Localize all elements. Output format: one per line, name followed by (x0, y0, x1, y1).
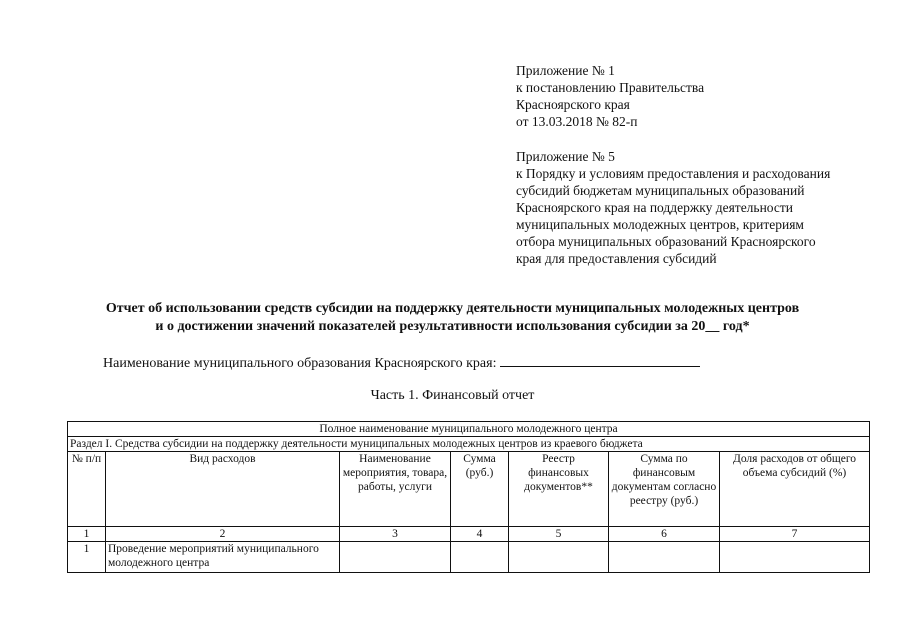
column-number: 1 (68, 527, 106, 542)
row-share-cell[interactable] (720, 542, 870, 573)
column-number: 3 (340, 527, 451, 542)
section-row (68, 437, 870, 452)
municipality-label: Наименование муниципального образования Красноярского края: (103, 356, 497, 371)
appendix-5-line: муниципальных молодежных центров, критериям (516, 217, 804, 232)
row-expense-cell: Проведение мероприятий муниципального молодежного центра (106, 542, 340, 573)
column-number: 4 (451, 527, 509, 542)
section-cell: Раздел I. Средства субсидии на поддержку деятельности муниципальных молодежных центров из краевого бюджета (68, 437, 870, 452)
header-cell-item-name: Наименование мероприятия, товара, работы, услуги (340, 452, 451, 527)
appendix-5-line: к Порядку и условиям предоставления и расходования (516, 166, 831, 181)
report-title-line-1: Отчет об использовании средств субсидии на поддержку деятельности муниципальных молодежных центров (105, 301, 800, 316)
header-cell-sum: Сумма (руб.) (451, 452, 509, 527)
row-registry-cell[interactable] (509, 542, 609, 573)
appendix-5-block (516, 148, 830, 267)
appendix-1-line: от 13.03.2018 № 82-п (516, 114, 638, 129)
header-cell-share: Доля расходов от общего объема субсидий (%) (720, 452, 870, 527)
report-title-line-2: и о достижении значений показателей результативности использования субсидии за 20__ год* (155, 319, 750, 334)
header-cell-expense-type: Вид расходов (106, 452, 340, 527)
table-row (68, 542, 870, 573)
municipality-field (103, 352, 700, 372)
appendix-5-line: Красноярского края на поддержку деятельности (516, 200, 794, 215)
appendix-5-line: субсидий бюджетам муниципальных образований (516, 183, 805, 198)
appendix-5-line: отбора муниципальных образований Красноярского (516, 234, 816, 249)
column-number: 7 (720, 527, 870, 542)
full-name-row (68, 422, 870, 437)
part-title: Часть 1. Финансовый отчет (370, 388, 535, 403)
row-registry-sum-cell[interactable] (609, 542, 720, 573)
appendix-1-line: Красноярского края (516, 97, 630, 112)
column-number: 6 (609, 527, 720, 542)
column-number-row (68, 527, 870, 542)
report-title (0, 300, 905, 336)
appendix-5-line: Приложение № 5 (516, 149, 615, 164)
appendix-1-line: Приложение № 1 (516, 63, 615, 78)
appendix-5-line: края для предоставления субсидий (516, 251, 717, 266)
appendix-1-line: к постановлению Правительства (516, 80, 705, 95)
appendix-1-block (516, 62, 704, 130)
financial-report-table (67, 421, 870, 573)
column-number: 2 (106, 527, 340, 542)
row-sum-cell[interactable] (451, 542, 509, 573)
municipality-blank-line[interactable] (500, 352, 700, 367)
header-row (68, 452, 870, 527)
header-cell-num: № п/п (68, 452, 106, 527)
header-cell-registry-sum: Сумма по финансовым документам согласно реестру (руб.) (609, 452, 720, 527)
header-cell-registry: Реестр финансовых документов** (509, 452, 609, 527)
full-name-cell: Полное наименование муниципального молодежного центра (68, 422, 870, 437)
column-number: 5 (509, 527, 609, 542)
row-item-cell[interactable] (340, 542, 451, 573)
row-num-cell: 1 (68, 542, 106, 573)
